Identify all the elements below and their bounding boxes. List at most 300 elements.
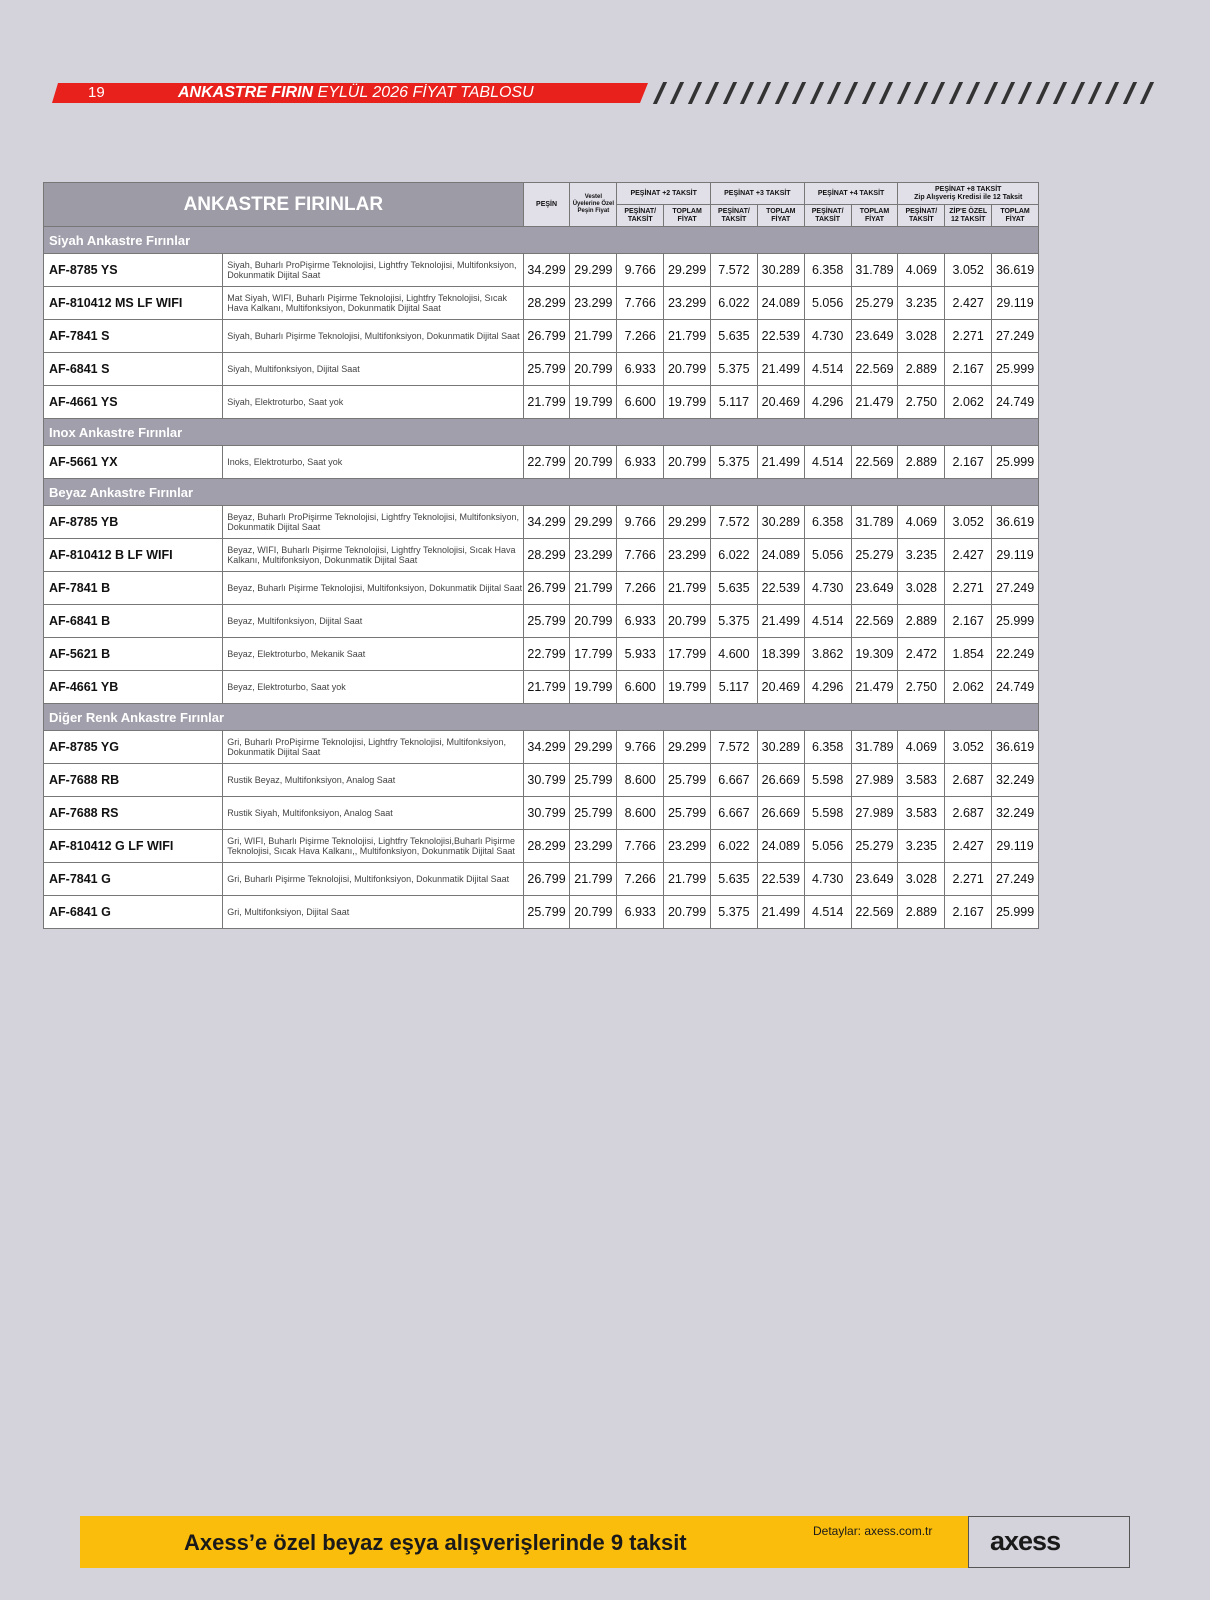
price-cell: 21.499 (757, 446, 804, 479)
group-2-taksit: PEŞİNAT +2 TAKSİT (617, 183, 711, 205)
model-cell: AF-7841 B (44, 572, 223, 605)
stripe-mark (722, 82, 736, 104)
price-cell: 23.649 (851, 320, 898, 353)
table-row (44, 446, 1039, 479)
price-cell: 6.933 (617, 605, 664, 638)
model-cell: AF-6841 S (44, 353, 223, 386)
table-row (44, 320, 1039, 353)
table-row (44, 863, 1039, 896)
group-4-taksit: PEŞİNAT +4 TAKSİT (804, 183, 898, 205)
price-cell: 25.799 (664, 797, 711, 830)
price-cell: 25.279 (851, 287, 898, 320)
price-cell: 29.299 (664, 506, 711, 539)
table-row (44, 539, 1039, 572)
price-cell: 22.249 (992, 638, 1039, 671)
description-cell: Beyaz, Multifonksiyon, Dijital Saat (223, 605, 523, 638)
price-cell: 5.056 (804, 830, 851, 863)
stripe-mark (1123, 82, 1137, 104)
table-row (44, 353, 1039, 386)
table-row (44, 797, 1039, 830)
price-cell: 25.799 (570, 797, 617, 830)
table-row (44, 254, 1039, 287)
price-cell: 2.750 (898, 386, 945, 419)
stripe-mark (949, 82, 963, 104)
price-cell: 5.056 (804, 539, 851, 572)
price-cell: 3.235 (898, 287, 945, 320)
price-cell: 2.271 (945, 320, 992, 353)
price-cell: 30.289 (757, 506, 804, 539)
decorative-stripes (652, 82, 1160, 104)
price-cell: 7.766 (617, 539, 664, 572)
sub-pesinat-taksit: PEŞİNAT/ TAKSİT (617, 205, 664, 227)
price-cell: 4.514 (804, 353, 851, 386)
price-cell: 32.249 (992, 797, 1039, 830)
price-cell: 20.799 (570, 605, 617, 638)
table-row (44, 386, 1039, 419)
price-cell: 2.271 (945, 863, 992, 896)
section-title: Beyaz Ankastre Fırınlar (44, 479, 1039, 506)
price-cell: 3.235 (898, 539, 945, 572)
price-cell: 36.619 (992, 254, 1039, 287)
price-cell: 6.933 (617, 446, 664, 479)
description-cell: Gri, Buharlı Pişirme Teknolojisi, Multifonksiyon, Dokunmatik Dijital Saat (223, 863, 523, 896)
price-cell: 29.119 (992, 539, 1039, 572)
description-cell: Siyah, Multifonksiyon, Dijital Saat (223, 353, 523, 386)
table-row (44, 671, 1039, 704)
price-cell: 22.539 (757, 863, 804, 896)
price-cell: 7.766 (617, 287, 664, 320)
price-cell: 5.375 (711, 353, 758, 386)
price-cell: 6.358 (804, 506, 851, 539)
description-cell: Beyaz, Elektroturbo, Saat yok (223, 671, 523, 704)
price-cell: 2.062 (945, 386, 992, 419)
price-cell: 21.799 (523, 671, 570, 704)
price-cell: 4.514 (804, 446, 851, 479)
price-cell: 29.119 (992, 830, 1039, 863)
table-title: ANKASTRE FIRINLAR (44, 183, 524, 227)
stripe-mark (1036, 82, 1050, 104)
price-cell: 22.799 (523, 446, 570, 479)
price-cell: 19.799 (664, 671, 711, 704)
price-cell: 25.799 (523, 896, 570, 929)
price-cell: 21.499 (757, 353, 804, 386)
price-cell: 7.766 (617, 830, 664, 863)
price-cell: 2.687 (945, 797, 992, 830)
group-8-taksit (898, 183, 1039, 205)
stripe-mark (966, 82, 980, 104)
price-cell: 20.469 (757, 386, 804, 419)
price-cell: 3.052 (945, 254, 992, 287)
price-cell: 29.299 (570, 506, 617, 539)
price-cell: 28.299 (523, 539, 570, 572)
axess-logo: axess (990, 1526, 1061, 1556)
price-cell: 28.299 (523, 287, 570, 320)
price-cell: 6.022 (711, 830, 758, 863)
price-cell: 25.999 (992, 896, 1039, 929)
price-cell: 6.600 (617, 386, 664, 419)
price-cell: 25.799 (523, 353, 570, 386)
price-cell: 22.569 (851, 605, 898, 638)
price-cell: 20.799 (664, 896, 711, 929)
price-cell: 5.375 (711, 605, 758, 638)
stripe-mark (1001, 82, 1015, 104)
price-cell: 29.119 (992, 287, 1039, 320)
price-cell: 21.799 (664, 320, 711, 353)
description-cell: Siyah, Buharlı ProPişirme Teknolojisi, Lightfry Teknolojisi, Multifonksiyon, Dokunmatik Dijital Saat (223, 254, 523, 287)
model-cell: AF-7841 G (44, 863, 223, 896)
price-cell: 23.649 (851, 572, 898, 605)
stripe-mark (705, 82, 719, 104)
price-cell: 2.889 (898, 446, 945, 479)
price-cell: 6.022 (711, 539, 758, 572)
price-cell: 7.572 (711, 254, 758, 287)
price-cell: 30.799 (523, 797, 570, 830)
price-cell: 24.749 (992, 671, 1039, 704)
price-cell: 2.687 (945, 764, 992, 797)
section-title: Siyah Ankastre Fırınlar (44, 227, 1039, 254)
description-cell: Beyaz, Buharlı ProPişirme Teknolojisi, Lightfry Teknolojisi, Multifonksiyon, Dokunmatik Dijital Saat (223, 506, 523, 539)
price-cell: 3.028 (898, 320, 945, 353)
price-cell: 30.289 (757, 731, 804, 764)
price-cell: 5.635 (711, 572, 758, 605)
sub-toplam-fiyat: TOPLAM FİYAT (664, 205, 711, 227)
price-cell: 4.730 (804, 320, 851, 353)
price-cell: 4.600 (711, 638, 758, 671)
price-cell: 27.989 (851, 764, 898, 797)
price-cell: 18.399 (757, 638, 804, 671)
page-title (178, 84, 534, 102)
price-cell: 19.799 (570, 386, 617, 419)
price-cell: 2.750 (898, 671, 945, 704)
stripe-mark (809, 82, 823, 104)
details-link[interactable]: Detaylar: axess.com.tr (813, 1524, 933, 1538)
price-cell: 20.469 (757, 671, 804, 704)
price-cell: 5.375 (711, 896, 758, 929)
price-cell: 2.167 (945, 605, 992, 638)
price-cell: 3.862 (804, 638, 851, 671)
price-cell: 2.167 (945, 353, 992, 386)
price-cell: 6.358 (804, 731, 851, 764)
price-cell: 19.799 (570, 671, 617, 704)
price-cell: 7.572 (711, 731, 758, 764)
price-cell: 22.539 (757, 572, 804, 605)
price-cell: 5.056 (804, 287, 851, 320)
price-cell: 20.799 (570, 896, 617, 929)
group-8-line1: PEŞİNAT +8 TAKSİT (934, 185, 1002, 193)
price-cell: 30.799 (523, 764, 570, 797)
price-cell: 25.799 (523, 605, 570, 638)
price-cell: 5.375 (711, 446, 758, 479)
price-cell: 24.089 (757, 539, 804, 572)
sub-toplam-fiyat: TOPLAM FİYAT (757, 205, 804, 227)
price-cell: 8.600 (617, 764, 664, 797)
description-cell: Beyaz, Buharlı Pişirme Teknolojisi, Multifonksiyon, Dokunmatik Dijital Saat (223, 572, 523, 605)
price-cell: 25.799 (664, 764, 711, 797)
table-row (44, 506, 1039, 539)
group-3-taksit: PEŞİNAT +3 TAKSİT (711, 183, 805, 205)
model-cell: AF-8785 YB (44, 506, 223, 539)
stripe-mark (896, 82, 910, 104)
price-cell: 2.271 (945, 572, 992, 605)
price-cell: 21.799 (570, 320, 617, 353)
section-row (44, 227, 1039, 254)
price-cell: 4.069 (898, 506, 945, 539)
page-number: 19 (88, 84, 105, 101)
price-cell: 25.279 (851, 830, 898, 863)
table-row (44, 896, 1039, 929)
price-cell: 26.669 (757, 797, 804, 830)
stripe-mark (1053, 82, 1067, 104)
model-cell: AF-810412 MS LF WIFI (44, 287, 223, 320)
price-cell: 24.089 (757, 830, 804, 863)
description-cell: Siyah, Buharlı Pişirme Teknolojisi, Multifonksiyon, Dokunmatik Dijital Saat (223, 320, 523, 353)
price-cell: 23.299 (664, 830, 711, 863)
price-cell: 5.117 (711, 386, 758, 419)
price-cell: 4.514 (804, 896, 851, 929)
page-title-bold: ANKASTRE FIRIN (178, 84, 314, 101)
price-cell: 5.635 (711, 863, 758, 896)
price-cell: 2.889 (898, 896, 945, 929)
price-cell: 2.427 (945, 287, 992, 320)
price-cell: 17.799 (570, 638, 617, 671)
price-cell: 3.028 (898, 572, 945, 605)
price-cell: 22.569 (851, 896, 898, 929)
price-cell: 2.427 (945, 539, 992, 572)
price-cell: 2.889 (898, 605, 945, 638)
price-cell: 9.766 (617, 254, 664, 287)
price-cell: 6.667 (711, 797, 758, 830)
price-cell: 6.358 (804, 254, 851, 287)
price-cell: 27.249 (992, 572, 1039, 605)
table-row (44, 731, 1039, 764)
description-cell: Gri, WIFI, Buharlı Pişirme Teknolojisi, Lightfry Teknolojisi,Buharlı Pişirme Teknolojisi, Sıcak Hava Kalkanı,, Multifonksiyon, Dokunmatik Dijital Saat (223, 830, 523, 863)
price-cell: 21.799 (664, 572, 711, 605)
group-8-line2: Zip Alışveriş Kredisi ile 12 Taksit (914, 193, 1023, 201)
section-row (44, 704, 1039, 731)
price-cell: 25.999 (992, 605, 1039, 638)
stripe-mark (827, 82, 841, 104)
price-cell: 23.649 (851, 863, 898, 896)
sub-pesinat-taksit: PEŞİNAT/ TAKSİT (804, 205, 851, 227)
price-cell: 19.799 (664, 386, 711, 419)
price-cell: 31.789 (851, 254, 898, 287)
sub-zip-12-taksit: ZİP'E ÖZEL 12 TAKSİT (945, 205, 992, 227)
price-cell: 29.299 (664, 731, 711, 764)
model-cell: AF-7688 RB (44, 764, 223, 797)
stripe-mark (931, 82, 945, 104)
price-cell: 36.619 (992, 506, 1039, 539)
price-cell: 7.572 (711, 506, 758, 539)
price-cell: 2.062 (945, 671, 992, 704)
description-cell: Beyaz, Elektroturbo, Mekanik Saat (223, 638, 523, 671)
price-cell: 25.999 (992, 353, 1039, 386)
price-cell: 4.514 (804, 605, 851, 638)
price-cell: 36.619 (992, 731, 1039, 764)
price-cell: 4.730 (804, 863, 851, 896)
stripe-mark (670, 82, 684, 104)
price-cell: 20.799 (664, 353, 711, 386)
price-cell: 4.730 (804, 572, 851, 605)
price-cell: 21.499 (757, 605, 804, 638)
price-cell: 2.472 (898, 638, 945, 671)
table-row (44, 638, 1039, 671)
stripe-mark (862, 82, 876, 104)
price-cell: 2.167 (945, 896, 992, 929)
model-cell: AF-5621 B (44, 638, 223, 671)
price-cell: 25.799 (570, 764, 617, 797)
table-body (44, 227, 1039, 929)
price-cell: 34.299 (523, 254, 570, 287)
stripe-mark (1070, 82, 1084, 104)
col-pesin: PEŞİN (523, 183, 570, 227)
page-title-rest: EYLÜL 2026 FİYAT TABLOSU (313, 84, 534, 101)
price-cell: 2.889 (898, 353, 945, 386)
description-cell: Gri, Multifonksiyon, Dijital Saat (223, 896, 523, 929)
price-cell: 4.296 (804, 386, 851, 419)
price-cell: 31.789 (851, 506, 898, 539)
model-cell: AF-8785 YS (44, 254, 223, 287)
table-row (44, 605, 1039, 638)
price-cell: 21.799 (664, 863, 711, 896)
model-cell: AF-6841 B (44, 605, 223, 638)
stripe-mark (653, 82, 667, 104)
price-cell: 3.583 (898, 797, 945, 830)
price-cell: 4.069 (898, 731, 945, 764)
stripe-mark (740, 82, 754, 104)
price-cell: 22.539 (757, 320, 804, 353)
price-cell: 22.799 (523, 638, 570, 671)
price-cell: 26.669 (757, 764, 804, 797)
stripe-mark (914, 82, 928, 104)
price-cell: 23.299 (664, 287, 711, 320)
price-cell: 25.279 (851, 539, 898, 572)
price-cell: 21.479 (851, 671, 898, 704)
price-cell: 24.749 (992, 386, 1039, 419)
table-row (44, 572, 1039, 605)
stripe-mark (688, 82, 702, 104)
sub-toplam-fiyat: TOPLAM FİYAT (992, 205, 1039, 227)
description-cell: Rustik Siyah, Multifonksiyon, Analog Saat (223, 797, 523, 830)
price-cell: 34.299 (523, 506, 570, 539)
table-row (44, 764, 1039, 797)
section-row (44, 419, 1039, 446)
model-cell: AF-4661 YB (44, 671, 223, 704)
price-cell: 26.799 (523, 320, 570, 353)
price-cell: 2.427 (945, 830, 992, 863)
price-cell: 21.799 (570, 572, 617, 605)
price-cell: 20.799 (664, 446, 711, 479)
price-cell: 22.569 (851, 353, 898, 386)
price-cell: 5.117 (711, 671, 758, 704)
price-cell: 19.309 (851, 638, 898, 671)
stripe-mark (1088, 82, 1102, 104)
sub-toplam-fiyat: TOPLAM FİYAT (851, 205, 898, 227)
price-cell: 28.299 (523, 830, 570, 863)
price-cell: 17.799 (664, 638, 711, 671)
price-cell: 6.933 (617, 896, 664, 929)
description-cell: Mat Siyah, WIFI, Buharlı Pişirme Teknolojisi, Lightfry Teknolojisi, Sıcak Hava Kalkanı, Multifonksiyon, Dokunmatik Dijital Saat (223, 287, 523, 320)
stripe-mark (879, 82, 893, 104)
sub-pesinat-taksit: PEŞİNAT/ TAKSİT (898, 205, 945, 227)
price-cell: 3.583 (898, 764, 945, 797)
price-cell: 25.999 (992, 446, 1039, 479)
price-cell: 23.299 (570, 830, 617, 863)
model-cell: AF-7688 RS (44, 797, 223, 830)
price-cell: 29.299 (570, 731, 617, 764)
model-cell: AF-4661 YS (44, 386, 223, 419)
model-cell: AF-6841 G (44, 896, 223, 929)
model-cell: AF-5661 YX (44, 446, 223, 479)
price-cell: 31.789 (851, 731, 898, 764)
price-cell: 6.600 (617, 671, 664, 704)
price-cell: 3.028 (898, 863, 945, 896)
price-cell: 9.766 (617, 506, 664, 539)
stripe-mark (844, 82, 858, 104)
table-row (44, 830, 1039, 863)
price-cell: 1.854 (945, 638, 992, 671)
description-cell: Rustik Beyaz, Multifonksiyon, Analog Saat (223, 764, 523, 797)
price-cell: 3.052 (945, 731, 992, 764)
section-row (44, 479, 1039, 506)
sub-pesinat-taksit: PEŞİNAT/ TAKSİT (711, 205, 758, 227)
price-table (43, 182, 1039, 929)
stripe-mark (1018, 82, 1032, 104)
stripe-mark (792, 82, 806, 104)
price-cell: 5.635 (711, 320, 758, 353)
description-cell: Inoks, Elektroturbo, Saat yok (223, 446, 523, 479)
stripe-mark (757, 82, 771, 104)
price-cell: 26.799 (523, 863, 570, 896)
section-title: Inox Ankastre Fırınlar (44, 419, 1039, 446)
price-cell: 6.933 (617, 353, 664, 386)
price-cell: 26.799 (523, 572, 570, 605)
table-row (44, 287, 1039, 320)
price-cell: 4.069 (898, 254, 945, 287)
price-cell: 27.989 (851, 797, 898, 830)
price-cell: 29.299 (570, 254, 617, 287)
description-cell: Beyaz, WIFI, Buharlı Pişirme Teknolojisi, Lightfry Teknolojisi, Sıcak Hava Kalkanı, Multifonksiyon, Dokunmatik Dijital Saat (223, 539, 523, 572)
stripe-mark (1140, 82, 1154, 104)
price-cell: 24.089 (757, 287, 804, 320)
section-title: Diğer Renk Ankastre Fırınlar (44, 704, 1039, 731)
price-cell: 20.799 (570, 353, 617, 386)
price-cell: 23.299 (570, 287, 617, 320)
stripe-mark (1105, 82, 1119, 104)
promo-text: Axess’e özel beyaz eşya alışverişlerinde 9 taksit (184, 1530, 687, 1555)
price-cell: 8.600 (617, 797, 664, 830)
stripe-mark (775, 82, 789, 104)
price-cell: 6.022 (711, 287, 758, 320)
price-cell: 23.299 (570, 539, 617, 572)
price-cell: 21.479 (851, 386, 898, 419)
col-vestel: Vestel Üyelerine Özel Peşin Fiyat (570, 183, 617, 227)
stripe-mark (983, 82, 997, 104)
model-cell: AF-7841 S (44, 320, 223, 353)
price-cell: 27.249 (992, 320, 1039, 353)
price-cell: 5.933 (617, 638, 664, 671)
price-cell: 2.167 (945, 446, 992, 479)
price-cell: 7.266 (617, 572, 664, 605)
price-cell: 7.266 (617, 320, 664, 353)
price-cell: 3.235 (898, 830, 945, 863)
price-cell: 23.299 (664, 539, 711, 572)
price-cell: 30.289 (757, 254, 804, 287)
price-cell: 21.499 (757, 896, 804, 929)
price-cell: 9.766 (617, 731, 664, 764)
price-cell: 6.667 (711, 764, 758, 797)
model-cell: AF-810412 B LF WIFI (44, 539, 223, 572)
model-cell: AF-8785 YG (44, 731, 223, 764)
